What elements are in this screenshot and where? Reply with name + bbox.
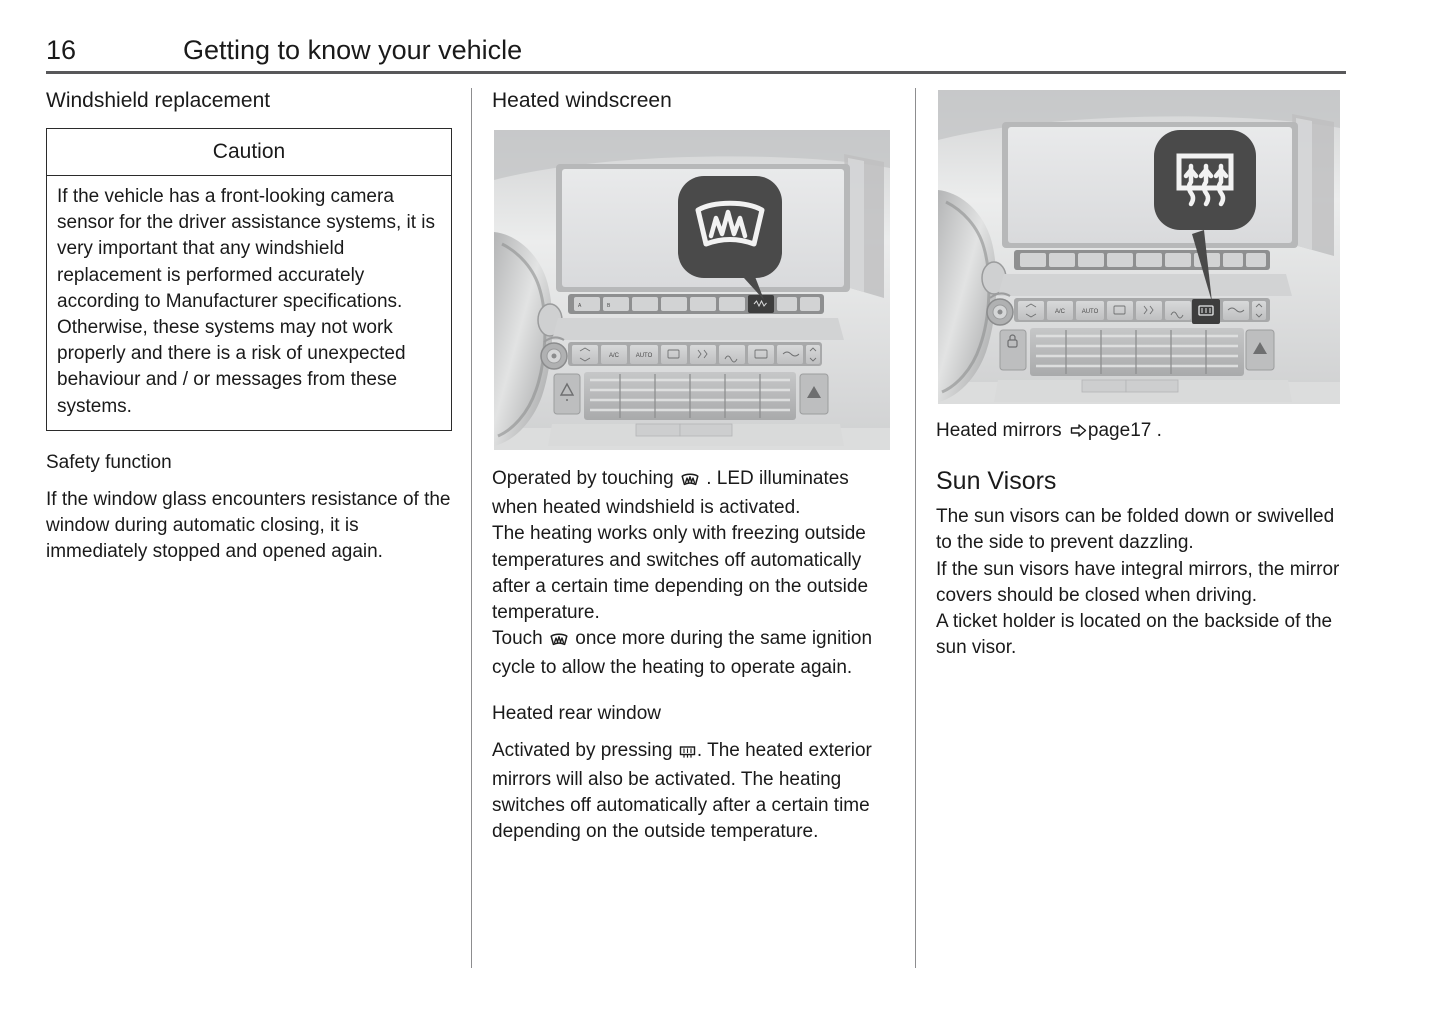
para1-before: Operated by touching bbox=[492, 468, 679, 489]
heated-windscreen-inline-icon-2 bbox=[549, 629, 569, 655]
top-button-row-2 bbox=[1020, 253, 1266, 267]
svg-text:B: B bbox=[607, 303, 611, 309]
heading-safety-function: Safety function bbox=[46, 451, 172, 473]
para3-after: once more during the same ignition cycle to allow the heating to operate again. bbox=[492, 628, 873, 679]
dashboard-illustration-svg-2 bbox=[936, 88, 1342, 406]
heated-windscreen-para-1 bbox=[492, 466, 892, 521]
top-button-row bbox=[574, 297, 820, 311]
caution-body: If the vehicle has a front-looking camera sensor for the driver assistance systems, it is very important that any windshield replacement is performed accurately according to Manufacturer specifications. Otherwise, these systems may not work properly and there is a risk of unexpected behaviour and / or messages from these systems. bbox=[57, 186, 436, 417]
hazard-left-button bbox=[554, 374, 580, 414]
page-title: Getting to know your vehicle bbox=[183, 35, 523, 65]
svg-text:AUTO: AUTO bbox=[635, 353, 653, 359]
cross-ref-after: page17 . bbox=[1087, 420, 1162, 441]
svg-text:A: A bbox=[578, 303, 582, 309]
heading-heated-windscreen: Heated windscreen bbox=[492, 89, 672, 112]
sun-visors-para-2: If the sun visors have integral mirrors, the mirror covers should be closed when driving. bbox=[936, 558, 1340, 606]
caution-title: Caution bbox=[47, 129, 451, 176]
column-divider-left bbox=[471, 88, 472, 968]
para1-after: . LED illuminates when heated windshield is activated. bbox=[492, 468, 849, 519]
heated-windscreen-button-highlight bbox=[748, 295, 774, 313]
heated-windscreen-para-3 bbox=[492, 626, 892, 681]
rear-para-before: Activated by pressing bbox=[492, 739, 678, 761]
page-reference-arrow-icon bbox=[1070, 420, 1087, 446]
cross-reference-heated-mirrors bbox=[936, 418, 1342, 446]
figure-heated-rear-window bbox=[936, 88, 1342, 406]
column-divider-right bbox=[915, 88, 916, 968]
dashboard-illustration-svg bbox=[492, 128, 892, 452]
page-number: 16 bbox=[46, 35, 77, 65]
svg-text:A/C: A/C bbox=[1054, 309, 1066, 315]
svg-text:A/C: A/C bbox=[608, 353, 620, 359]
heading-windshield-replacement: Windshield replacement bbox=[46, 89, 271, 112]
heading-sun-visors: Sun Visors bbox=[936, 467, 1057, 496]
svg-text:AUTO: AUTO bbox=[1081, 309, 1099, 315]
cross-ref-before: Heated mirrors bbox=[936, 420, 1067, 441]
column-left bbox=[46, 88, 452, 565]
safety-function-text: If the window glass encounters resistance of the window during automatic closing, it is immediately stopped and opened again. bbox=[46, 488, 451, 563]
rear-para-after: . The heated exterior mirrors will also be activated. The heating switches off automatically after a certain time depending on the outside temperature. bbox=[492, 739, 872, 843]
para3-before: Touch bbox=[492, 628, 548, 650]
heated-rear-window-para bbox=[492, 738, 892, 846]
column-middle bbox=[492, 88, 892, 845]
caution-box bbox=[46, 128, 452, 431]
sun-visors-para-3: A ticket holder is located on the backside of the sun visor. bbox=[936, 611, 1333, 659]
heated-rear-window-inline-icon bbox=[679, 741, 696, 767]
page-running-header bbox=[46, 34, 1346, 74]
heading-heated-rear-window: Heated rear window bbox=[492, 702, 661, 724]
column-right bbox=[936, 88, 1342, 661]
figure-heated-windscreen bbox=[492, 128, 892, 452]
sun-visors-para-1: The sun visors can be folded down or swivelled to the side to prevent dazzling. bbox=[936, 506, 1335, 554]
heated-windscreen-para-2: The heating works only with freezing outside temperatures and switches off automatically after a certain time depending on the outside temperature. bbox=[492, 523, 869, 624]
heated-windscreen-inline-icon bbox=[680, 469, 700, 495]
hazard-left-button-2 bbox=[1000, 330, 1026, 370]
